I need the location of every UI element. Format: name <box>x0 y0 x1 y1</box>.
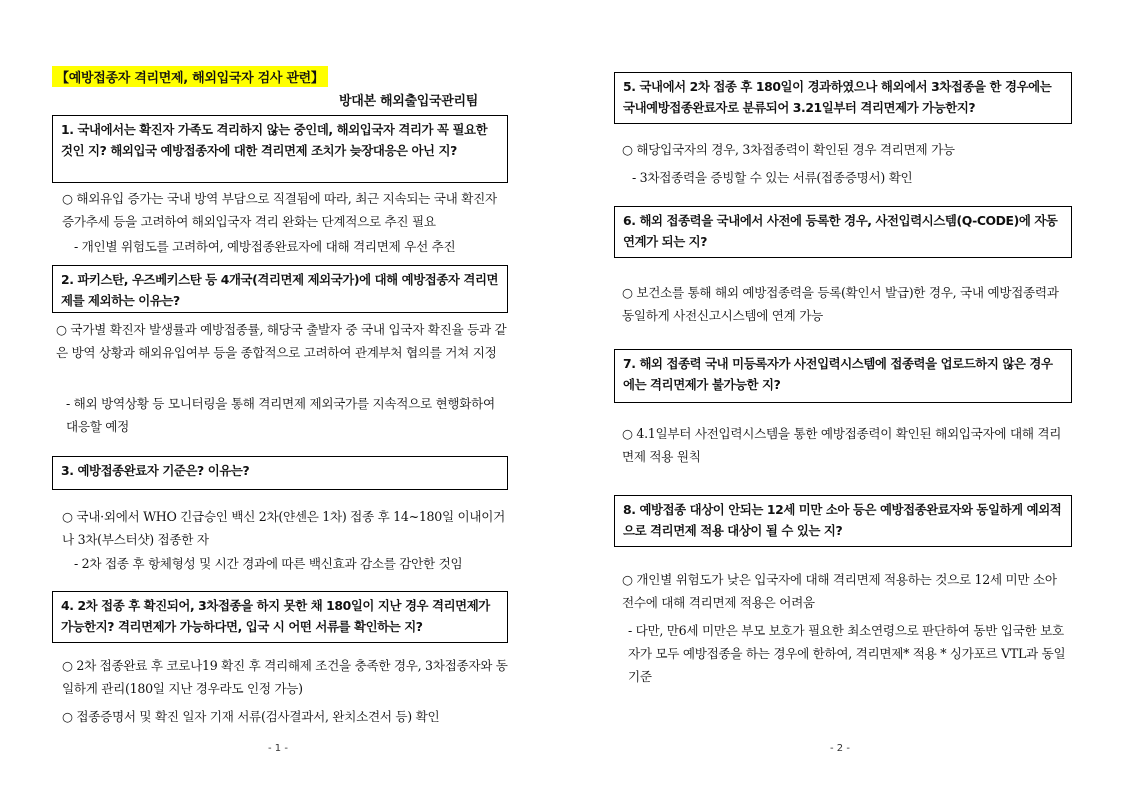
answer-5-sub: - 3차접종력을 증빙할 수 있는 서류(접종증명서) 확인 <box>632 170 913 185</box>
question-5-box: 5. 국내에서 2차 접종 후 180일이 경과하였으나 해외에서 3차접종을 한 경우에는 국내예방접종완료자로 분류되어 3.21일부터 격리면제가 가능한지? <box>614 72 1072 124</box>
answer-6-main: ○ 보건소를 통해 해외 예방접종력을 등록(확인서 발급)한 경우, 국내 예방접종력과 동일하게 사전신고시스템에 연계 가능 <box>622 285 1059 323</box>
answer-4-sub: ○ 접종증명서 및 확진 일자 기재 서류(검사결과서, 완치소견서 등) 확인 <box>62 709 440 724</box>
question-4-box: 4. 2차 접종 후 확진되어, 3차접종을 하지 못한 채 180일이 지난 경우 격리면제가 가능한지? 격리면제가 가능하다면, 입국 시 어떤 서류를 확인하는 지? <box>52 591 508 643</box>
answer-4-main: ○ 2차 접종완료 후 코로나19 확진 후 격리해제 조건을 충족한 경우, 3차접종자와 동일하게 관리(180일 지난 경우라도 인정 가능) <box>62 658 508 696</box>
document-title: 【예방접종자 격리면제, 해외입국자 검사 관련】 <box>52 66 328 87</box>
answer-5-main: ○ 해당입국자의 경우, 3차접종력이 확인된 경우 격리면제 가능 <box>622 142 955 157</box>
page-number-right: - 2 - <box>830 743 850 754</box>
answer-1-sub: - 개인별 위험도를 고려하여, 예방접종완료자에 대해 격리면제 우선 추진 <box>74 239 456 254</box>
page-number-left: - 1 - <box>268 743 288 754</box>
question-7-box: 7. 해외 접종력 국내 미등록자가 사전입력시스템에 접종력을 업로드하지 않은 경우에는 격리면제가 불가능한 지? <box>614 349 1072 403</box>
answer-2-sub: - 해외 방역상황 등 모니터링을 통해 격리면제 제외국가를 지속적으로 현행화하여 대응할 예정 <box>66 396 495 434</box>
answer-3-main: ○ 국내·외에서 WHO 긴급승인 백신 2차(얀센은 1차) 접종 후 14~180일 이내이거나 3차(부스터샷) 접종한 자 <box>62 509 506 547</box>
answer-8-sub: - 다만, 만6세 미만은 부모 보호가 필요한 최소연령으로 판단하여 동반 입국한 보호자가 모두 예방접종을 하는 경우에 한하여, 격리면제* 적용 * 싱가포르 VTL과 동일 기준 <box>628 623 1066 684</box>
question-1-box: 1. 국내에서는 확진자 가족도 격리하지 않는 중인데, 해외입국자 격리가 꼭 필요한 것인 지? 해외입국 예방접종자에 대한 격리면제 조치가 늦장대응은 아닌 지? <box>52 115 508 183</box>
question-8-box: 8. 예방접종 대상이 안되는 12세 미만 소아 등은 예방접종완료자와 동일하게 예외적으로 격리면제 적용 대상이 될 수 있는 지? <box>614 495 1072 547</box>
answer-7-main: ○ 4.1일부터 사전입력시스템을 통한 예방접종력이 확인된 해외입국자에 대해 격리면제 적용 원칙 <box>622 426 1062 464</box>
answer-2-main: ○ 국가별 확진자 발생률과 예방접종률, 해당국 출발자 중 국내 입국자 확진율 등과 같은 방역 상황과 해외유입여부 등을 종합적으로 고려하여 관계부처 협의를 거쳐 지정 <box>56 322 507 360</box>
answer-3-sub: - 2차 접종 후 항체형성 및 시간 경과에 따른 백신효과 감소를 감안한 것임 <box>74 556 463 571</box>
answer-1-main: ○ 해외유입 증가는 국내 방역 부담으로 직결됨에 따라, 최근 지속되는 국내 확진자 증가추세 등을 고려하여 해외입국자 격리 완화는 단계적으로 추진 필요 <box>62 191 497 229</box>
answer-8-main: ○ 개인별 위험도가 낮은 입국자에 대해 격리면제 적용하는 것으로 12세 미만 소아 전수에 대해 격리면제 적용은 어려움 <box>622 572 1057 610</box>
question-3-box: 3. 예방접종완료자 기준은? 이유는? <box>52 456 508 490</box>
question-2-box: 2. 파키스탄, 우즈베키스탄 등 4개국(격리면제 제외국가)에 대해 예방접종자 격리면제를 제외하는 이유는? <box>52 265 508 313</box>
department-name: 방대본 해외출입국관리팀 <box>339 94 479 109</box>
question-6-box: 6. 해외 접종력을 국내에서 사전에 등록한 경우, 사전입력시스템(Q-CODE)에 자동 연계가 되는 지? <box>614 206 1072 258</box>
